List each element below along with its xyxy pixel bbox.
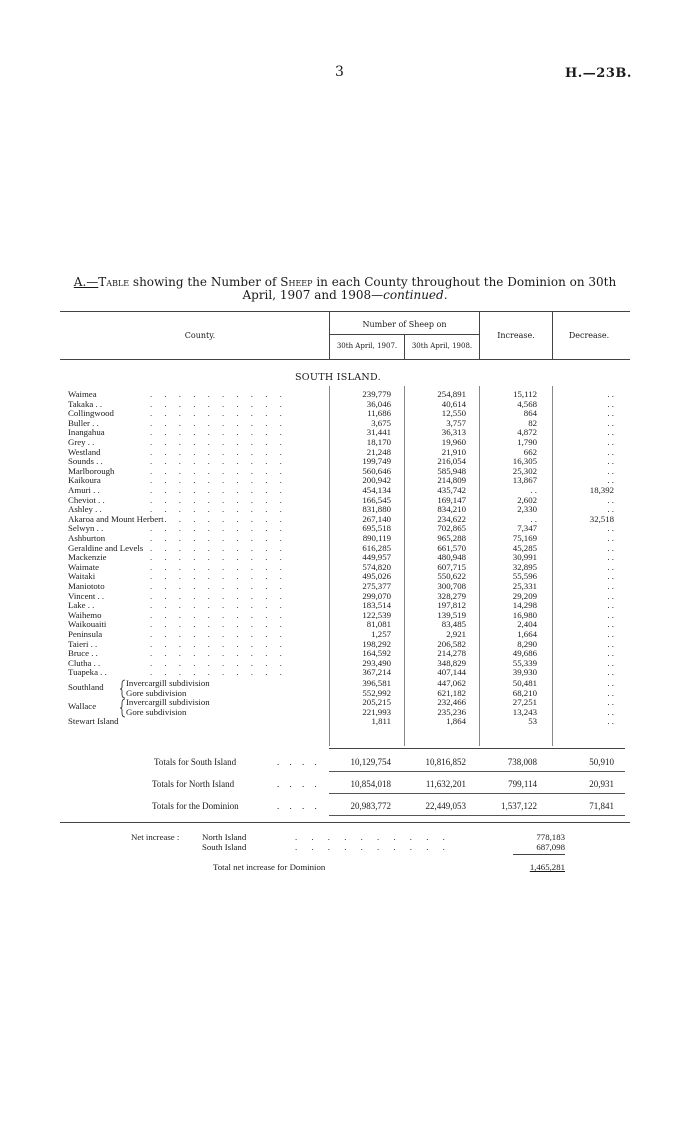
table-row bbox=[0, 428, 700, 438]
totals-decrease: 20,931 bbox=[589, 779, 614, 789]
decrease-value: . . bbox=[607, 571, 614, 582]
leader-dots: . . . . . . . . . . bbox=[150, 648, 287, 659]
decrease-value: . . bbox=[607, 657, 614, 668]
totals-decrease: 71,841 bbox=[589, 801, 614, 811]
county-name: Maniototo bbox=[68, 581, 105, 591]
leader-dots: . . . . . . . . . . bbox=[150, 417, 287, 428]
net-dots-2: . . . . . . . . . . bbox=[295, 842, 451, 852]
county-name: Waihemo bbox=[68, 609, 102, 620]
increase-value: 30,991 bbox=[512, 552, 537, 563]
county-name: Clutha . . bbox=[68, 657, 101, 668]
southland-label: Southland bbox=[68, 682, 104, 692]
increase-value: 2,602 bbox=[517, 494, 537, 505]
leader-dots: . . . . . . . . . . bbox=[150, 629, 287, 639]
header-1908: 30th April, 1908. bbox=[411, 342, 473, 350]
table-row bbox=[0, 390, 700, 400]
sheep-1908: 585,948 bbox=[437, 465, 466, 476]
sheep-1907: 454,134 bbox=[362, 485, 391, 495]
header-county: County. bbox=[184, 331, 216, 340]
sheep-1908: 40,614 bbox=[441, 398, 466, 409]
header-increase: Increase. bbox=[497, 331, 535, 340]
county-name: Peninsula bbox=[68, 629, 103, 639]
sheep-1907: 21,248 bbox=[366, 446, 391, 457]
sheep-1907: 495,026 bbox=[362, 571, 391, 582]
leader-dots: . . . . . . . . . . bbox=[150, 619, 287, 630]
wallace-sub1-1907: 205,215 bbox=[362, 697, 391, 707]
leader-dots: . . . . . . . . . . bbox=[150, 504, 287, 515]
totals-decrease: 50,910 bbox=[589, 757, 614, 767]
sheep-1908: 19,960 bbox=[441, 437, 466, 447]
county-name: Mackenzie bbox=[68, 552, 107, 563]
increase-value: 15,112 bbox=[513, 389, 537, 399]
sheep-1908: 254,891 bbox=[437, 389, 466, 399]
increase-value: 16,305 bbox=[512, 456, 537, 467]
county-name: Selwyn . . bbox=[68, 523, 104, 534]
sheep-1908: 300,708 bbox=[437, 581, 466, 591]
wallace-sub1-increase: 27,251 bbox=[512, 697, 537, 707]
county-name: Lake . . bbox=[68, 600, 95, 611]
totals-1908: 11,632,201 bbox=[425, 779, 466, 789]
sheep-1907: 831,880 bbox=[362, 504, 391, 515]
leader-dots: . . . . . . . . . . bbox=[150, 657, 287, 668]
increase-value: 1,664 bbox=[517, 629, 537, 639]
totals-dots: . . . . bbox=[277, 757, 321, 767]
county-name: Grey . . bbox=[68, 437, 95, 447]
table-row bbox=[0, 524, 700, 534]
decrease-value: . . bbox=[607, 523, 614, 534]
leader-dots: . . . . . . . . . . bbox=[150, 533, 287, 543]
table-row bbox=[0, 486, 700, 496]
totals-increase: 799,114 bbox=[508, 779, 537, 789]
title-rest: in each County throughout the Dominion on 30th April, 1907 and 1908— bbox=[242, 275, 617, 302]
table-row bbox=[0, 438, 700, 448]
increase-value: 82 bbox=[528, 417, 537, 428]
table-row bbox=[0, 620, 700, 630]
leader-dots: . . . . . . . . . . bbox=[150, 427, 287, 438]
leader-dots: . . . . . . . . . . bbox=[150, 561, 287, 572]
document-reference: H.—23B. bbox=[565, 66, 632, 81]
increase-value: 45,285 bbox=[512, 542, 537, 553]
county-name: Akaroa and Mount Herbert bbox=[68, 513, 164, 524]
totals-1907: 10,854,018 bbox=[350, 779, 391, 789]
sheep-1908: 550,622 bbox=[437, 571, 466, 582]
sheep-1907: 574,820 bbox=[362, 561, 391, 572]
table-row bbox=[0, 419, 700, 429]
leader-dots: . . . . . . . . . . bbox=[150, 638, 287, 649]
sheep-1908: 834,210 bbox=[437, 504, 466, 515]
totals-dots: . . . . bbox=[277, 779, 321, 789]
table-row bbox=[0, 582, 700, 592]
sheep-1907: 890,119 bbox=[362, 533, 391, 543]
stewart-increase: 53 bbox=[528, 716, 537, 726]
leader-dots: . . . . . . . . . . bbox=[150, 667, 287, 678]
county-name: Waimea bbox=[68, 389, 97, 399]
title-word-sheep: Sheep bbox=[280, 275, 313, 289]
county-name: Waitaki bbox=[68, 571, 96, 582]
southland-row-1 bbox=[0, 678, 700, 692]
sheep-1908: 21,910 bbox=[441, 446, 466, 457]
increase-value: 49,686 bbox=[512, 648, 537, 659]
sheep-1907: 3,675 bbox=[371, 417, 391, 428]
table-row bbox=[0, 572, 700, 582]
net-north-value: 778,183 bbox=[536, 832, 565, 842]
decrease-value: . . bbox=[607, 465, 614, 476]
sheep-1908: 2,921 bbox=[446, 629, 466, 639]
decrease-value: . . bbox=[607, 494, 614, 505]
decrease-value: . . bbox=[607, 427, 614, 438]
table-row bbox=[0, 467, 700, 477]
wallace-sub1-decrease: . . bbox=[607, 697, 614, 707]
sheep-1907: 695,518 bbox=[362, 523, 391, 534]
decrease-value: . . bbox=[607, 667, 614, 678]
increase-value: 25,302 bbox=[512, 465, 537, 476]
increase-value: 14,298 bbox=[512, 600, 537, 611]
totals-label: Totals for North Island bbox=[152, 779, 235, 789]
increase-value: 55,339 bbox=[512, 657, 537, 668]
county-name: Ashley . . bbox=[68, 504, 102, 515]
sheep-1908: 12,550 bbox=[441, 408, 466, 419]
wallace-sub2-1908: 235,236 bbox=[437, 706, 466, 717]
wallace-sub1: Invercargill subdivision bbox=[126, 697, 210, 707]
sheep-1907: 122,539 bbox=[362, 609, 391, 620]
leader-dots: . . . . . . . . . . bbox=[150, 408, 287, 419]
increase-value: 75,169 bbox=[512, 533, 537, 543]
sheep-1908: 435,742 bbox=[437, 485, 466, 495]
increase-value: 13,867 bbox=[512, 475, 537, 486]
increase-value: 4,568 bbox=[517, 398, 537, 409]
increase-value: 29,209 bbox=[512, 590, 537, 601]
decrease-value: . . bbox=[607, 609, 614, 620]
title-prefix: A.— bbox=[73, 275, 99, 289]
table-row bbox=[0, 640, 700, 650]
totals-1907: 10,129,754 bbox=[350, 757, 391, 767]
leader-dots: . . . . . . . . . . bbox=[150, 523, 287, 534]
decrease-value: . . bbox=[607, 504, 614, 515]
sheep-1907: 275,377 bbox=[362, 581, 391, 591]
increase-value: . . bbox=[530, 513, 537, 524]
county-name: Collingwood bbox=[68, 408, 114, 419]
county-name: Sounds . . bbox=[68, 456, 103, 467]
southland-sub2-increase: 68,210 bbox=[512, 687, 537, 698]
stewart-1907: 1,811 bbox=[371, 716, 391, 726]
wallace-brace bbox=[120, 698, 126, 718]
stewart-decrease: . . bbox=[607, 716, 614, 726]
county-name: Inangahua bbox=[68, 427, 105, 438]
decrease-value: . . bbox=[607, 561, 614, 572]
totals-bottom-rule bbox=[60, 822, 630, 823]
leader-dots: . . . . . . . . . . bbox=[150, 389, 287, 399]
sheep-1907: 239,779 bbox=[362, 389, 391, 399]
decrease-value: . . bbox=[607, 389, 614, 399]
totals-label: Totals for South Island bbox=[154, 757, 237, 767]
sheep-1907: 31,441 bbox=[366, 427, 391, 438]
wallace-row-1 bbox=[0, 697, 700, 711]
sheep-1908: 197,812 bbox=[437, 600, 466, 611]
increase-value: 8,290 bbox=[517, 638, 537, 649]
table-row bbox=[0, 592, 700, 602]
table-title bbox=[60, 276, 630, 302]
county-name: Bruce . . bbox=[68, 648, 98, 659]
page-number: 3 bbox=[335, 64, 344, 80]
totals-label: Totals for the Dominion bbox=[152, 801, 239, 811]
decrease-value: . . bbox=[607, 475, 614, 486]
header-decrease: Decrease. bbox=[568, 331, 610, 340]
leader-dots: . . . . . . . . . . bbox=[150, 485, 287, 495]
county-name: Ashburton bbox=[68, 533, 106, 543]
decrease-value: . . bbox=[607, 638, 614, 649]
county-name: Amuri . . bbox=[68, 485, 100, 495]
sheep-1908: 83,485 bbox=[441, 619, 466, 630]
table-row bbox=[0, 448, 700, 458]
table-row bbox=[0, 553, 700, 563]
sheep-1907: 449,957 bbox=[362, 552, 391, 563]
leader-dots: . . . . . . . . . . bbox=[150, 581, 287, 591]
title-mid: showing the Number of bbox=[129, 275, 281, 289]
sheep-1908: 139,519 bbox=[437, 609, 466, 620]
header-1907: 30th April, 1907. bbox=[336, 342, 398, 350]
southland-sub1-1908: 447,062 bbox=[437, 678, 466, 688]
sheep-1907: 616,285 bbox=[362, 542, 391, 553]
decrease-value: . . bbox=[607, 648, 614, 659]
sheep-1907: 293,490 bbox=[362, 657, 391, 668]
net-total-value: 1,465,281 bbox=[529, 862, 565, 872]
leader-dots: . . . . . . . . . . bbox=[150, 571, 287, 582]
leader-dots: . . . . . . . . . . bbox=[150, 437, 287, 447]
sheep-1908: 206,582 bbox=[437, 638, 466, 649]
county-name: Cheviot . . bbox=[68, 494, 105, 505]
sheep-1908: 169,147 bbox=[437, 494, 466, 505]
sheep-1907: 1,257 bbox=[371, 629, 391, 639]
totals-increase: 1,537,122 bbox=[501, 801, 537, 811]
leader-dots: . . . . . . . . . . bbox=[150, 552, 287, 563]
wallace-sub2-1907: 221,993 bbox=[362, 706, 391, 717]
leader-dots: . . . . . . . . . . bbox=[150, 600, 287, 611]
increase-value: 4,872 bbox=[517, 427, 537, 438]
increase-value: 1,790 bbox=[517, 437, 537, 447]
leader-dots: . . . . . . . . . . bbox=[150, 542, 287, 553]
southland-sub1: Invercargill subdivision bbox=[126, 678, 210, 688]
leader-dots: . . . . . . . . . . bbox=[150, 398, 287, 409]
table-row bbox=[0, 668, 700, 678]
increase-value: 864 bbox=[523, 408, 537, 419]
leader-dots: . . . . . . . . . . bbox=[150, 494, 287, 505]
wallace-sub2: Gore subdivision bbox=[126, 706, 187, 717]
totals-1908: 22,449,053 bbox=[425, 801, 466, 811]
sheep-1907: 164,592 bbox=[362, 648, 391, 659]
stewart-label: Stewart Island bbox=[68, 716, 119, 726]
increase-value: . . bbox=[530, 485, 537, 495]
sheep-1907: 267,140 bbox=[362, 513, 391, 524]
leader-dots: . . . . . . . . . . bbox=[150, 513, 287, 524]
header-top-rule bbox=[60, 311, 630, 312]
county-name: Westland bbox=[68, 446, 101, 457]
totals-box bbox=[329, 795, 625, 816]
sheep-1908: 214,278 bbox=[437, 648, 466, 659]
decrease-value: . . bbox=[607, 581, 614, 591]
table-row bbox=[0, 515, 700, 525]
net-increase-label: Net increase : bbox=[131, 832, 180, 842]
sheep-1908: 607,715 bbox=[437, 561, 466, 572]
title-word-table: Table bbox=[98, 275, 130, 289]
decrease-value: . . bbox=[607, 446, 614, 457]
table-row bbox=[0, 496, 700, 506]
southland-sub2-1908: 621,182 bbox=[437, 687, 466, 698]
totals-box bbox=[329, 773, 625, 794]
net-south-value: 687,098 bbox=[536, 842, 565, 852]
decrease-value: . . bbox=[607, 619, 614, 630]
totals-dots: . . . . bbox=[277, 801, 321, 811]
header-number-group: Number of Sheep on bbox=[362, 320, 447, 329]
southland-sub2-1907: 552,992 bbox=[362, 687, 391, 698]
sheep-1908: 348,829 bbox=[437, 657, 466, 668]
southland-sub2: Gore subdivision bbox=[126, 687, 187, 698]
county-name: Taieri . . bbox=[68, 638, 98, 649]
decrease-value: . . bbox=[607, 552, 614, 563]
wallace-label: Wallace bbox=[68, 701, 97, 711]
decrease-value: . . bbox=[607, 590, 614, 601]
decrease-value: . . bbox=[607, 533, 614, 543]
leader-dots: . . . . . . . . . . bbox=[150, 475, 287, 486]
leader-dots: . . . . . . . . . . bbox=[150, 590, 287, 601]
county-name: Geraldine and Levels bbox=[68, 542, 144, 553]
sheep-1907: 183,514 bbox=[362, 600, 391, 611]
totals-1907: 20,983,772 bbox=[350, 801, 391, 811]
wallace-sub2-decrease: . . bbox=[607, 706, 614, 717]
leader-dots: . . . . . . . . . . bbox=[150, 609, 287, 620]
county-name: Vincent . . bbox=[68, 590, 105, 601]
sheep-1908: 661,570 bbox=[437, 542, 466, 553]
county-name: Buller . . bbox=[68, 417, 99, 428]
table-row bbox=[0, 409, 700, 419]
net-dots-1: . . . . . . . . . . bbox=[295, 832, 451, 842]
decrease-value: . . bbox=[607, 629, 614, 639]
county-name: Waikouaiti bbox=[68, 619, 107, 630]
sheep-1908: 234,622 bbox=[437, 513, 466, 524]
sheep-1907: 200,942 bbox=[362, 475, 391, 486]
county-name: Marlborough bbox=[68, 465, 115, 476]
sheep-1907: 81,081 bbox=[366, 619, 391, 630]
net-total-label: Total net increase for Dominion bbox=[213, 862, 326, 872]
southland-sub2-decrease: . . bbox=[607, 687, 614, 698]
increase-value: 2,404 bbox=[517, 619, 537, 630]
sheep-1908: 965,288 bbox=[437, 533, 466, 543]
sheep-1907: 11,686 bbox=[367, 408, 391, 419]
table-row bbox=[0, 630, 700, 640]
sheep-1907: 560,646 bbox=[362, 465, 391, 476]
increase-value: 662 bbox=[523, 446, 537, 457]
southland-row-2 bbox=[0, 689, 700, 699]
net-south-label: South Island bbox=[202, 842, 247, 852]
leader-dots: . . . . . . . . . . bbox=[150, 446, 287, 457]
stewart-row bbox=[0, 717, 700, 727]
sheep-1908: 3,757 bbox=[446, 417, 466, 428]
sheep-1908: 328,279 bbox=[437, 590, 466, 601]
decrease-value: 18,392 bbox=[589, 485, 614, 495]
increase-value: 32,895 bbox=[512, 561, 537, 572]
county-name: Waimate bbox=[68, 561, 100, 572]
sheep-1907: 36,046 bbox=[366, 398, 391, 409]
southland-sub1-1907: 396,581 bbox=[362, 678, 391, 688]
county-name: Takaka . . bbox=[68, 398, 103, 409]
increase-value: 39,930 bbox=[512, 667, 537, 678]
increase-value: 55,596 bbox=[512, 571, 537, 582]
southland-brace bbox=[120, 679, 126, 699]
sheep-1908: 480,948 bbox=[437, 552, 466, 563]
county-name: Kaikoura bbox=[68, 475, 101, 486]
net-sum-rule bbox=[513, 854, 565, 855]
header-subrule bbox=[329, 334, 479, 335]
sheep-1907: 166,545 bbox=[362, 494, 391, 505]
sheep-1907: 198,292 bbox=[362, 638, 391, 649]
decrease-value: . . bbox=[607, 417, 614, 428]
decrease-value: . . bbox=[607, 437, 614, 447]
increase-value: 16,980 bbox=[512, 609, 537, 620]
sheep-1907: 18,170 bbox=[366, 437, 391, 447]
sheep-1908: 216,054 bbox=[437, 456, 466, 467]
sheep-1907: 367,214 bbox=[362, 667, 391, 678]
sheep-1908: 702,865 bbox=[437, 523, 466, 534]
county-name: Tuapeka . . bbox=[68, 667, 107, 678]
decrease-value: . . bbox=[607, 408, 614, 419]
leader-dots: . . . . . . . . . . bbox=[150, 465, 287, 476]
header-divider-county bbox=[329, 311, 330, 359]
southland-sub1-increase: 50,481 bbox=[512, 678, 537, 688]
net-north-label: North Island bbox=[202, 832, 247, 842]
increase-value: 25,331 bbox=[512, 581, 537, 591]
totals-1908: 10,816,852 bbox=[425, 757, 466, 767]
sheep-1907: 299,070 bbox=[362, 590, 391, 601]
table-row bbox=[0, 563, 700, 573]
header-bottom-rule bbox=[60, 359, 630, 360]
totals-box bbox=[329, 751, 625, 772]
totals-top-rule bbox=[329, 748, 625, 749]
sheep-1908: 407,144 bbox=[437, 667, 466, 678]
decrease-value: 32,518 bbox=[589, 513, 614, 524]
table-row bbox=[0, 649, 700, 659]
title-continued: continued. bbox=[383, 288, 448, 302]
leader-dots: . . . . . . . . . . bbox=[150, 456, 287, 467]
decrease-value: . . bbox=[607, 398, 614, 409]
table-row bbox=[0, 601, 700, 611]
increase-value: 2,330 bbox=[517, 504, 537, 515]
increase-value: 7,347 bbox=[517, 523, 537, 534]
southland-sub1-decrease: . . bbox=[607, 678, 614, 688]
wallace-sub1-1908: 232,466 bbox=[437, 697, 466, 707]
wallace-sub2-increase: 13,243 bbox=[512, 706, 537, 717]
decrease-value: . . bbox=[607, 542, 614, 553]
section-title: SOUTH ISLAND. bbox=[295, 372, 381, 383]
decrease-value: . . bbox=[607, 600, 614, 611]
totals-increase: 738,008 bbox=[507, 757, 537, 767]
sheep-1908: 214,809 bbox=[437, 475, 466, 486]
sheep-1907: 199,749 bbox=[362, 456, 391, 467]
sheep-1908: 36,313 bbox=[441, 427, 466, 438]
stewart-1908: 1,864 bbox=[446, 716, 466, 726]
decrease-value: . . bbox=[607, 456, 614, 467]
